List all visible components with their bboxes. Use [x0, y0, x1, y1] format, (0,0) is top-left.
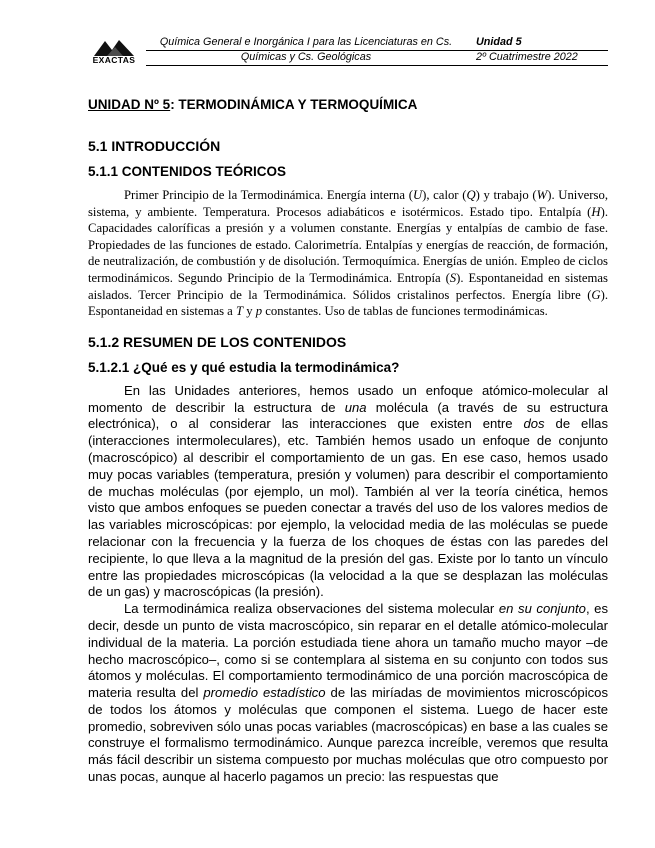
document-title: [88, 96, 608, 113]
header-row-2: [146, 51, 608, 66]
exactas-logo-label: EXACTAS: [92, 55, 136, 65]
paragraph-resumen-2: La termodinámica realiza observaciones del sistema molecular en su conjunto, es decir, desde un punto de vista macroscópico, sin reparar en el detalle atómico-molecular individual de la materia. La porción estudiada tiene ahora un tamaño mucho mayor –de hecho macroscópico–, como si se contemplara al sistema en su conjunto con todos sus átomos y moléculas. El comportamiento termodinámico de una porción macroscópica de materia resulta del promedio estadístico de las miríadas de movimientos microscópicos de todos los átomos y moléculas que componen el sistema. Luego de hacer este promedio, sobreviven sólo unas pocas variables (macroscópicas) en base a las cuales se construye el formalismo termodinámico. Aunque parezca increíble, veremos que resulta más fácil describir un sistema compuesto por muchas moléculas que otro compuesto por unas pocas, aunque al hacerlo pagamos un precio: las respuestas que: [88, 601, 609, 785]
document-title-rest: : TERMODINÁMICA Y TERMOQUÍMICA: [170, 97, 418, 112]
section-heading-5-1-1: 5.1.1 CONTENIDOS TEÓRICOS: [88, 164, 287, 179]
unit-label: Unidad 5: [476, 36, 522, 48]
header-table: [146, 36, 608, 66]
section-heading-5-1-2: 5.1.2 RESUMEN DE LOS CONTENIDOS: [88, 333, 347, 350]
header-row-1: [146, 36, 608, 51]
course-title-line1: Química General e Inorgánica I para las Licenciaturas en Cs.: [159, 36, 453, 48]
paragraph-resumen-1: En las Unidades anteriores, hemos usado un enfoque atómico-molecular al momento de describir la estructura de una molécula (a través de su estructura electrónica), o al considerar las interacciones que existen entre dos de ellas (interacciones intermoleculares), etc. También hemos usado un enfoque de conjunto (macroscópico) al describir el comportamiento de un gas. En ese caso, hemos usado muy pocas variables (temperatura, presión y volumen) para describir el comportamiento de muchas moléculas (por ejemplo, un mol). También al ver la teoría cinética, hemos visto que ambos enfoques se pueden conectar a través del uso de los valores medios de las variables microscópicas: por ejemplo, la velocidad media de las moléculas se puede relacionar con la frecuencia y la fuerza de los choques de éstas con las paredes del recipiente, lo que lleva a la magnitud de la presión del gas. Existe por lo tanto un vínculo entre las propiedades microscópicas (la velocidad a la que se desplazan las moléculas de un gas) y macroscópicas (la presión).: [88, 382, 608, 600]
course-title-line2: Químicas y Cs. Geológicas: [240, 51, 372, 63]
section-heading-5-1-2-1: 5.1.2.1 ¿Qué es y qué estudia la termodinámica?: [88, 359, 400, 375]
section-heading-5-1: 5.1 INTRODUCCIÓN: [88, 138, 221, 154]
term-label: 2º Cuatrimestre 2022: [476, 51, 578, 63]
mountains-logo-icon: [88, 39, 140, 56]
paragraph-contenidos-teoricos: Primer Principio de la Termodinámica. Energía interna (U), calor (Q) y trabajo (W). Universo, sistema, y ambiente. Temperatura. Procesos adiabáticos e isotérmicos. Estado tipo. Entalpía (H). Capacidades caloríficas a presión y a volumen constante. Energías y entalpías de cambio de fase. Propiedades de las funciones de estado. Calorimetría. Entalpías y energías de reacción, de formación, de neutralización, de combustión y de disolución. Termoquímica. Energías de unión. Empleo de ciclos termodinámicos. Segundo Principio de la Termodinámica. Entropía (S). Espontaneidad en sistemas aislados. Tercer Principio de la Termodinámica. Sólidos cristalinos perfectos. Energía libre (G). Espontaneidad en sistemas a T y p constantes. Uso de tablas de funciones termodinámicas.: [88, 188, 608, 319]
document-title-number: UNIDAD Nº 5: [88, 97, 171, 112]
page-header: [88, 36, 608, 66]
exactas-logo: [88, 39, 140, 66]
